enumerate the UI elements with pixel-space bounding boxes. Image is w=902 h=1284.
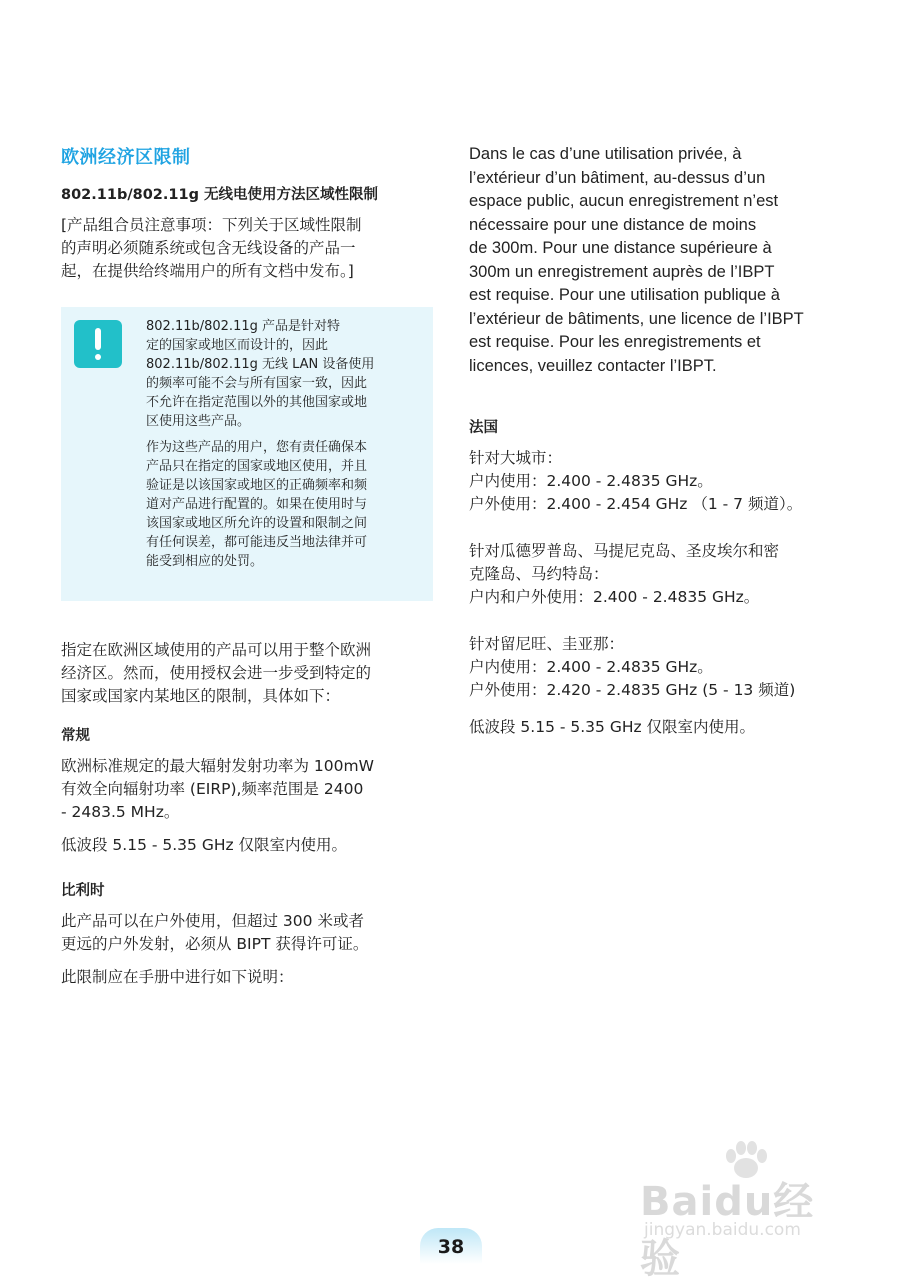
baidu-watermark: [640, 1140, 850, 1282]
subhead-france: 法国: [469, 420, 498, 436]
reunion-outdoor: 户外使用：2.420 - 2.4835 GHz (5 - 13 频道): [469, 681, 796, 699]
subhead-belgium: 比利时: [61, 883, 105, 899]
caution-note-box: [61, 307, 433, 601]
reunion-indoor: 户内使用：2.400 - 2.4835 GHz。: [469, 658, 713, 676]
low-band-paragraph: 低波段 5.15 - 5.35 GHz 仅限室内使用。: [61, 836, 348, 854]
right-column: [469, 143, 849, 739]
territories-use: 户内和户外使用：2.400 - 2.4835 GHz。: [469, 588, 760, 606]
big-cities-indoor: 户内使用：2.400 - 2.4835 GHz。: [469, 472, 713, 490]
big-cities-block: [469, 447, 849, 516]
big-cities-label: 针对大城市：: [469, 449, 563, 467]
territories-block: [469, 540, 849, 609]
low-band-note: 低波段 5.15 - 5.35 GHz 仅限室内使用。: [469, 718, 756, 736]
exclamation-icon: [74, 320, 122, 368]
page-number: 38: [420, 1228, 482, 1264]
watermark-logo: Baidu经验: [640, 1179, 815, 1282]
note-paragraph-1: 802.11b/802.11g 产品是针对特 定的国家或地区而设计的，因此 802.11b/802.11g 无线 LAN 设备使用 的频率可能不会与所有国家一致，因此 不允许在指定范围以外的其他国家或地 区使用这些产品。: [146, 319, 375, 429]
watermark-url: jingyan.baidu.com: [644, 1220, 801, 1240]
belgium-paragraph-2: 此限制应在手册中进行如下说明：: [61, 968, 294, 986]
general-paragraph: 欧洲标准规定的最大辐射发射功率为 100mW 有效全向辐射功率 (EIRP),频率范围是 2400 - 2483.5 MHz。: [61, 757, 374, 821]
eu-paragraph: 指定在欧洲区域使用的产品可以用于整个欧洲 经济区。然而，使用授权会进一步受到特定的 国家或国家内某地区的限制，具体如下：: [61, 641, 372, 705]
subhead-radio-restrictions: 802.11b/802.11g 无线电使用方法区域性限制: [61, 187, 379, 203]
section-title: 欧洲经济区限制: [61, 147, 191, 168]
reunion-block: [469, 633, 849, 702]
french-text: Dans le cas d’une utilisation privée, à l’extérieur d’un bâtiment, au-dessus d’un espace public, aucun enregistrement n’est nécessaire pour une distance de moins de 300m. Pour une distance supérieure à 300m un enregistrement auprès de l’IBPT est requise. Pour une utilisation publique à l’extérieur de bâtiments, une licence de l’IBPT est requise. Pour les enregistrements et licences, veuillez contacter l’IBPT.: [469, 145, 804, 375]
integrator-note: [产品组合员注意事项：下列关于区域性限制 的声明必须随系统或包含无线设备的产品一 起，在提供给终端用户的所有文档中发布。]: [61, 216, 362, 280]
left-column: [61, 143, 433, 999]
subhead-general: 常规: [61, 728, 90, 744]
reunion-label: 针对留尼旺、圭亚那：: [469, 635, 625, 653]
note-paragraph-2: 作为这些产品的用户，您有责任确保本 产品只在指定的国家或地区使用，并且 验证是以该国家或地区的正确频率和频 道对产品进行配置的。如果在使用时与 该国家或地区所允许的设置和限制之间 有任何误差，都可能违反当地法律并可 能受到相应的处罚。: [146, 440, 368, 569]
big-cities-outdoor: 户外使用：2.400 - 2.454 GHz （1 - 7 频道）。: [469, 495, 803, 513]
territories-label: 针对瓜德罗普岛、马提尼克岛、圣皮埃尔和密 克隆岛、马约特岛：: [469, 542, 780, 583]
belgium-paragraph: 此产品可以在户外使用，但超过 300 米或者 更远的户外发射，必须从 BIPT 获得许可证。: [61, 912, 369, 953]
